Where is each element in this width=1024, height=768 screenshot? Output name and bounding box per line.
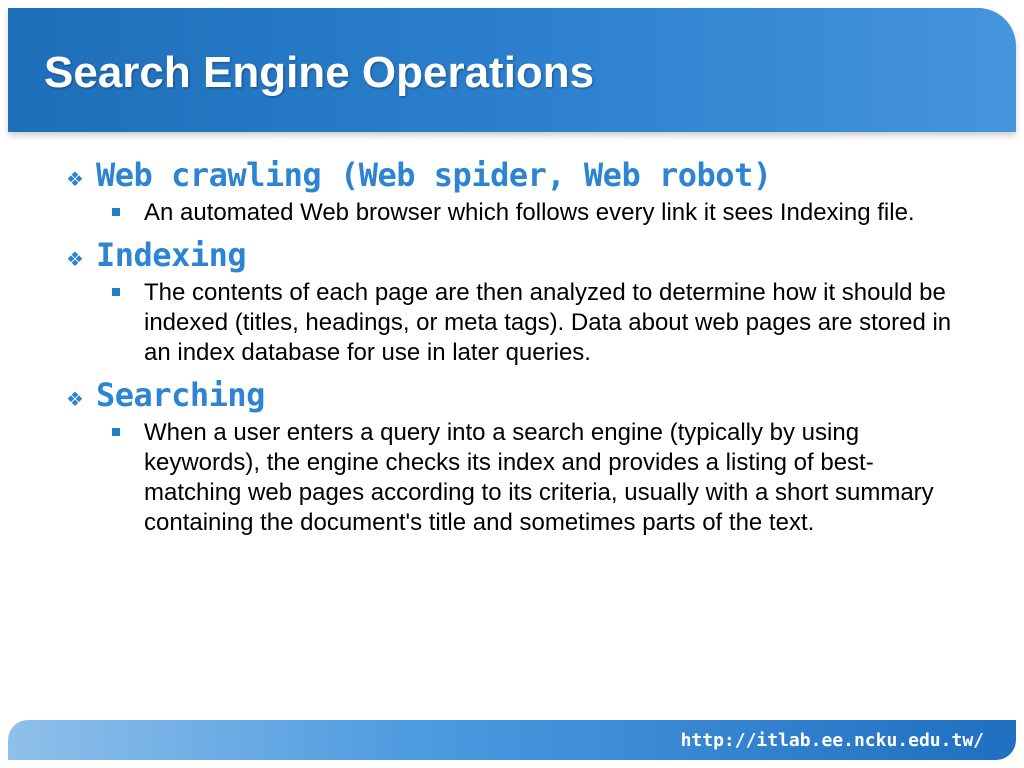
level2-item [112, 418, 966, 538]
diamond-bullet-icon: ❖ [66, 387, 84, 411]
level1-item [66, 376, 966, 414]
section-searching [66, 376, 966, 538]
section-web-crawling [66, 156, 966, 228]
square-bullet-icon [112, 428, 120, 436]
diamond-bullet-icon: ❖ [66, 167, 84, 191]
section-indexing [66, 236, 966, 368]
section-body: The contents of each page are then analyzed to determine how it should be indexed (titles, headings, or meta tags). Data about web pages are stored in an index database for use in later queries. [144, 279, 952, 366]
level1-item [66, 236, 966, 274]
slide-title: Search Engine Operations [44, 48, 595, 97]
footer-url: http://itlab.ee.ncku.edu.tw/ [680, 730, 984, 751]
level2-item [112, 198, 966, 228]
level2-item [112, 278, 966, 368]
section-heading: Searching [96, 376, 265, 414]
diamond-bullet-icon: ❖ [66, 247, 84, 271]
slide-content [66, 156, 966, 546]
section-body: An automated Web browser which follows every link it sees Indexing file. [144, 199, 915, 226]
footer-bar [8, 720, 1016, 760]
section-heading: Indexing [96, 236, 247, 274]
square-bullet-icon [112, 208, 120, 216]
section-body: When a user enters a query into a search engine (typically by using keywords), the engine checks its index and provides a listing of best-matching web pages according to its criteria, usually with a short summary containing the document's title and sometimes parts of the text. [144, 419, 934, 536]
section-heading: Web crawling (Web spider, Web robot) [96, 156, 772, 194]
title-bar [8, 8, 1016, 132]
level1-item [66, 156, 966, 194]
square-bullet-icon [112, 288, 120, 296]
